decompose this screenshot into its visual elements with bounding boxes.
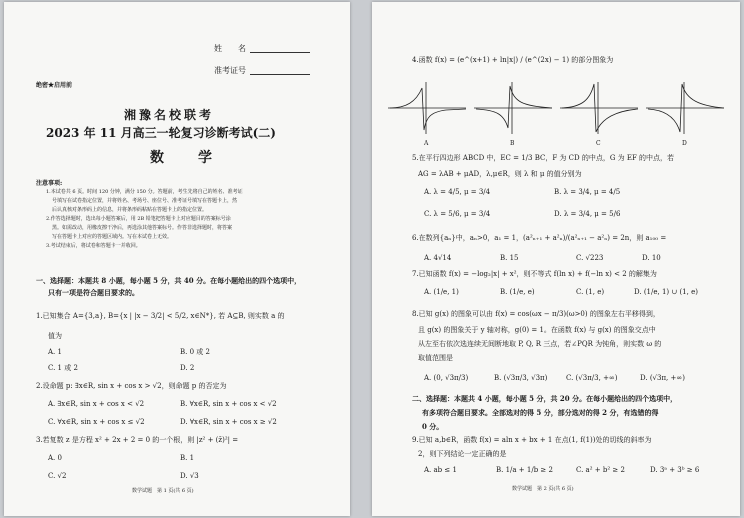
question-4: 4.函数 f(x) = (e^(x+1) + ln|x|) / (e^(2x) − 1) 的部分图象为 xyxy=(412,56,614,64)
page-1-footer: 数学试题 第 1 页(共 6 页) xyxy=(132,488,194,494)
exam-id-field: 准考证号 xyxy=(214,66,310,75)
q6-option-b: B. 15 xyxy=(500,254,519,262)
question-9-cont: 2，则下列结论一定正确的是 xyxy=(418,450,507,458)
question-8-cont: 且 g(x) 的图象关于 y 轴对称，g(0) = 1。在函数 f(x) 与 g(x) 的图象交点中 xyxy=(418,326,656,334)
q6-option-a: A. 4√14 xyxy=(424,254,452,262)
question-1: 1.已知集合 A={3,a}, B={x | |x − 3/2| < 5/2, x∈N*}, 若 A⊆B, 则实数 a 的 xyxy=(36,312,285,320)
page-1 xyxy=(4,2,350,516)
section-1-heading-cont: 只有一项是符合题目要求的。 xyxy=(48,288,139,297)
q5-option-a: A. λ = 4/5, μ = 3/4 xyxy=(424,188,491,196)
section-2-heading: 二、选择题：本题共 4 小题，每小题 5 分，共 20 分。在每小题给出的四个选项中， xyxy=(412,394,678,403)
q2-option-c: C. ∀x∈R, sin x + cos x ≤ √2 xyxy=(48,418,145,426)
q8-option-d: D. (√3π, +∞) xyxy=(640,374,685,382)
notes-heading: 注意事项: xyxy=(36,180,63,187)
note-line: 2.作答选择题时，选出每小题答案后，用 2B 铅笔把答题卡上对应题目的答案标号涂 xyxy=(46,216,231,222)
question-7: 7.已知函数 f(x) = −log₂|x| + x²，则不等式 f(ln x) + f(−ln x) < 2 的解集为 xyxy=(412,270,657,278)
secret-mark: 绝密★启用前 xyxy=(36,82,73,89)
question-6: 6.在数列{aₙ}中，aₙ>0，a₁ = 1，(a²ₙ₊₁ + a²ₙ)/(a²ₙ₊₁ − a²ₙ) = 2n，则 a₁₀₀ = xyxy=(412,234,667,242)
note-line: 1.本试卷共 6 页。时间 120 分钟，满分 150 分。答题前，考生先将自己的姓名、准考证 xyxy=(46,189,243,195)
question-5-cont: AG = λAB + μAD，λ,μ∈R，则 λ 和 μ 的值分别为 xyxy=(418,170,582,178)
q9-option-b: B. 1/a + 1/b ≥ 2 xyxy=(496,466,553,474)
q2-option-b: B. ∀x∈R, sin x + cos x < √2 xyxy=(180,400,277,408)
question-5: 5.在平行四边形 ABCD 中，EC = 1/3 BC，F 为 CD 的中点，G 为 EF 的中点，若 xyxy=(412,154,675,162)
subject-title: 数 学 xyxy=(150,150,222,166)
q9-option-d: D. 3ᵃ + 3ᵇ ≥ 6 xyxy=(650,466,700,474)
q5-option-c: C. λ = 5/6, μ = 3/4 xyxy=(424,210,491,218)
note-line: 号填写在试卷指定位置，并将姓名、考场号、座位号、准考证号填写在答题卡上，然 xyxy=(52,198,238,204)
question-3: 3.若复数 z 是方程 x² + 2x + 2 = 0 的一个根，则 |z² + (z̄)²| = xyxy=(36,436,239,444)
q9-option-a: A. ab ≤ 1 xyxy=(424,466,457,474)
note-line: 写在答题卡上对应的答题区域内。写在本试卷上无效。 xyxy=(52,234,173,240)
section-2-heading-cont: 0 分。 xyxy=(422,422,444,431)
question-9: 9.已知 a,b∈R，函数 f(x) = aln x + bx + 1 在点(1, f(1))处的切线的斜率为 xyxy=(412,436,652,444)
q7-option-c: C. (1, e) xyxy=(576,288,605,296)
q4-label-d: D xyxy=(682,140,687,147)
q6-option-d: D. 10 xyxy=(642,254,661,262)
section-2-heading-cont: 有多项符合题目要求。全部选对的得 5 分，部分选对的得 2 分，有选错的得 xyxy=(422,408,659,417)
q4-label-c: C xyxy=(596,140,601,147)
q4-label-b: B xyxy=(510,140,515,147)
note-line: 后认真核对条形码上的信息，并将条形码粘贴在答题卡上的指定位置。 xyxy=(52,207,208,213)
q4-graph-options xyxy=(386,78,726,138)
q1-option-a: A. 1 xyxy=(48,348,62,356)
q9-option-c: C. a² + b² ≥ 2 xyxy=(576,466,625,474)
q1-option-d: D. 2 xyxy=(180,364,195,372)
q2-option-d: D. ∀x∈R, sin x + cos x ≥ √2 xyxy=(180,418,277,426)
q3-option-b: B. 1 xyxy=(180,454,195,462)
q8-option-c: C. (√3π/3, +∞) xyxy=(566,374,618,382)
question-8: 8.已知 g(x) 的图象可以由 f(x) = cos(ωx − π/3)(ω>0) 的图象左右平移得到， xyxy=(412,310,660,318)
question-1-cont: 值为 xyxy=(48,332,62,340)
section-1-heading: 一、选择题：本题共 8 小题，每小题 5 分，共 40 分。在每小题给出的四个选项中， xyxy=(36,276,302,285)
exam-org-title: 湘豫名校联考 xyxy=(124,108,215,122)
note-line: 3.考试结束后，将试卷和答题卡一并收回。 xyxy=(46,243,141,249)
q2-option-a: A. ∃x∈R, sin x + cos x < √2 xyxy=(48,400,145,408)
q5-option-b: B. λ = 3/4, μ = 4/5 xyxy=(554,188,621,196)
q3-option-a: A. 0 xyxy=(48,454,62,462)
q3-option-c: C. √2 xyxy=(48,472,67,480)
page-2-footer: 数学试题 第 2 页(共 6 页) xyxy=(512,486,574,492)
question-2: 2.设命题 p: ∃x∈R, sin x + cos x > √2，则命题 p 的否定为 xyxy=(36,382,227,390)
question-8-cont: 取值范围是 xyxy=(418,354,453,362)
q7-option-d: D. (1/e, 1) ∪ (1, e) xyxy=(634,288,698,296)
q5-option-d: D. λ = 3/4, μ = 5/6 xyxy=(554,210,621,218)
q7-option-a: A. (1/e, 1) xyxy=(424,288,459,296)
q8-option-a: A. (0, √3π/3) xyxy=(424,374,469,382)
q3-option-d: D. √3 xyxy=(180,472,199,480)
q8-option-b: B. (√3π/3, √3π) xyxy=(494,374,548,382)
name-field: 姓 名 xyxy=(214,44,310,53)
note-line: 黑。如需改动，用橡皮擦干净后，再选涂其他答案标号。作答非选择题时，将答案 xyxy=(52,225,233,231)
page-2 xyxy=(372,2,740,516)
q6-option-c: C. √223 xyxy=(576,254,604,262)
exam-title: 2023 年 11 月高三一轮复习诊断考试(二) xyxy=(46,126,276,140)
q1-option-b: B. 0 或 2 xyxy=(180,348,210,356)
q1-option-c: C. 1 或 2 xyxy=(48,364,78,372)
q4-label-a: A xyxy=(424,140,429,147)
question-8-cont: 从左至右依次选连续无间断地取 P, Q, R 三点，若∠PQR 为钝角，则实数 ω 的 xyxy=(418,340,662,348)
q7-option-b: B. (1/e, e) xyxy=(500,288,535,296)
